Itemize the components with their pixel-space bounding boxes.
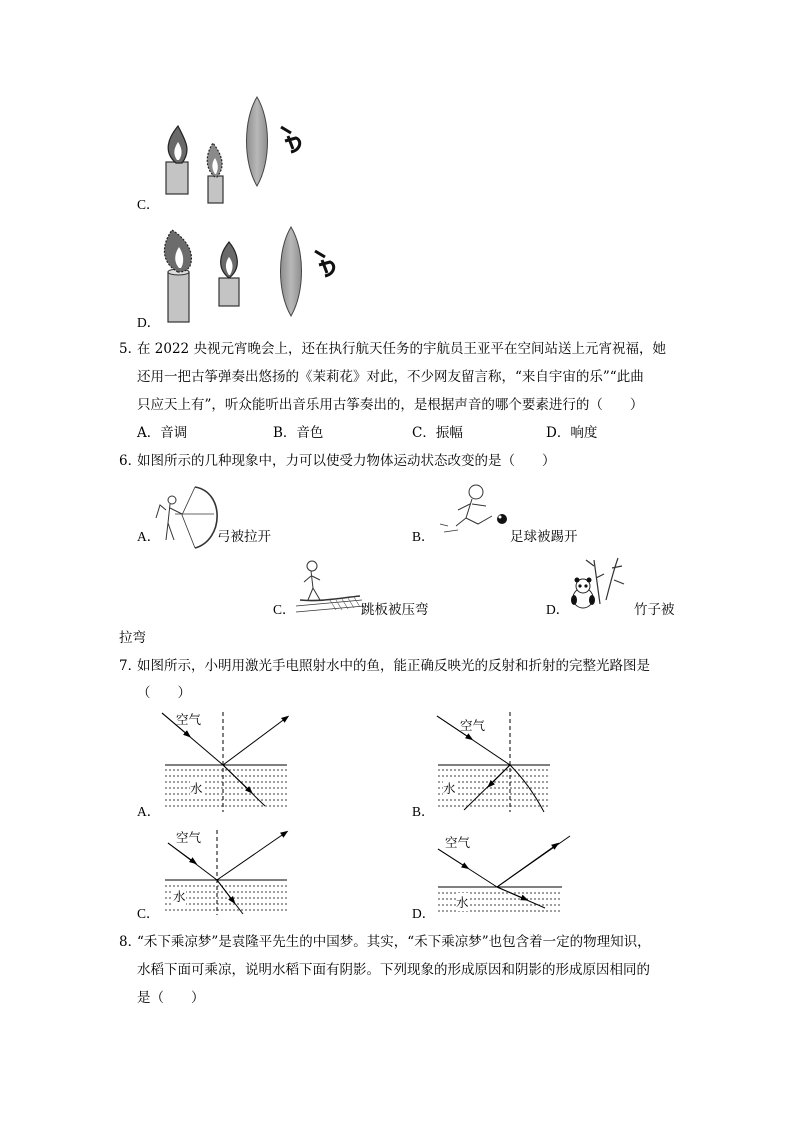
diagram-b-air-label: 空气 — [460, 718, 486, 733]
q5-option-d: D．响度 — [546, 425, 598, 441]
diagram-c-water-label: 水 — [173, 889, 186, 904]
q6-option-a-text: 弓被拉开 — [217, 529, 271, 545]
q7-paren: （ ） — [137, 685, 191, 701]
q5-option-c: C．振幅 — [412, 425, 463, 441]
diagram-a-air-label: 空气 — [176, 712, 202, 727]
q8-number: 8． — [119, 934, 142, 950]
q7-option-d: D． — [412, 906, 436, 921]
q6-option-d-letter: D． — [546, 602, 570, 617]
diagram-d-water-label: 水 — [456, 895, 469, 910]
q6-option-c-letter: C． — [273, 602, 296, 617]
q8-line1: “禾下乘凉梦”是袁隆平先生的中国梦。其实，“禾下乘凉梦”也包含着一定的物理知识， — [137, 934, 651, 950]
diagram-d-air-label: 空气 — [445, 835, 471, 850]
q7-option-a: A． — [137, 804, 161, 819]
q5-option-b: B．音色 — [273, 425, 324, 441]
q5-line1: 在 2022 央视元宵晚会上，还在执行航天任务的宇航员王亚平在空间站送上元宵祝福，她 — [137, 341, 666, 357]
q7-option-c: C． — [137, 906, 160, 921]
option-c-letter: C． — [137, 197, 160, 212]
q6-option-d-text-cont: 拉弯 — [119, 630, 146, 646]
option-d-letter: D． — [137, 315, 161, 330]
q6-option-a-letter: A． — [137, 529, 161, 544]
diagram-b — [437, 712, 550, 812]
q5-number: 5． — [119, 341, 142, 357]
diagram-c-air-label: 空气 — [176, 830, 202, 845]
q5-line2: 还用一把古筝弹奏出悠扬的《茉莉花》对此，不少网友留言称，“来自宇宙的乐”“此曲 — [137, 369, 644, 385]
q5-option-a: A．音调 — [137, 425, 188, 441]
q7-option-b: B． — [412, 804, 435, 819]
q7-number: 7． — [119, 658, 142, 674]
q6-option-c-text: 跳板被压弯 — [361, 602, 429, 618]
diagram-a-water-label: 水 — [190, 781, 203, 796]
q6-option-d-text: 竹子被 — [634, 602, 675, 618]
q8-line2: 水稻下面可乘凉，说明水稻下面有阴影。下列现象的形成原因和阴影的形成原因相同的 — [137, 962, 650, 978]
q6-option-b-letter: B． — [412, 529, 435, 544]
q8-line3: 是（ ） — [137, 990, 205, 1006]
q7-stem: 如图所示，小明用激光手电照射水中的鱼，能正确反映光的反射和折射的完整光路图是 — [137, 658, 650, 674]
diagram-b-water-label: 水 — [443, 781, 456, 796]
q5-line3: 只应天上有”，听众能听出音乐用古筝奏出的，是根据声音的哪个要素进行的（ ） — [137, 397, 644, 413]
q6-option-b-text: 足球被踢开 — [510, 529, 578, 545]
q6-stem: 如图所示的几种现象中，力可以使受力物体运动状态改变的是（ ） — [137, 453, 556, 469]
q6-number: 6． — [119, 453, 142, 469]
